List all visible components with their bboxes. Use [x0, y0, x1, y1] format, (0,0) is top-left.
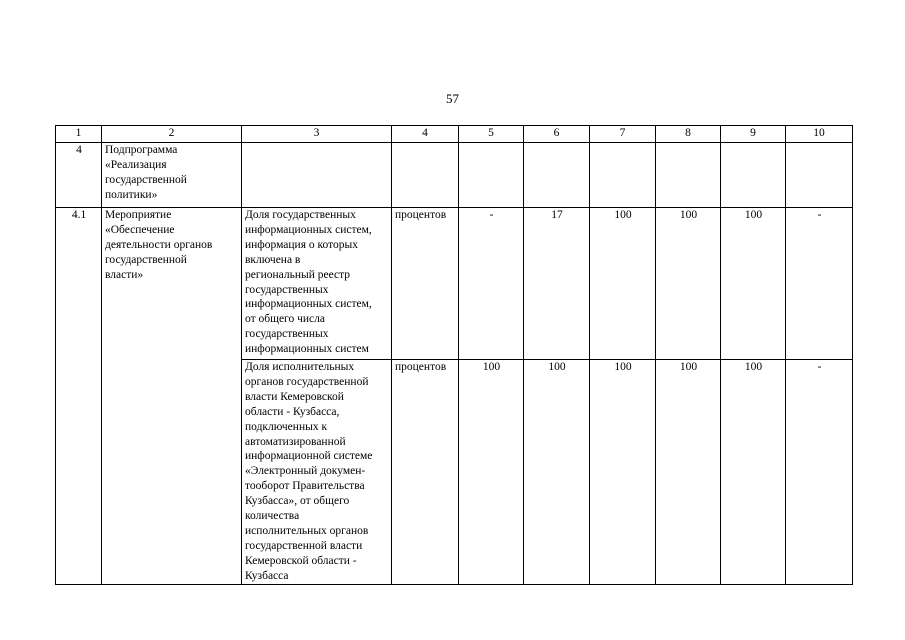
row-number-cell: 4 — [56, 143, 102, 208]
activity-name-cell: Мероприятие «Обеспечение деятельности органов государственной власти» — [102, 208, 242, 585]
indicator-cell — [242, 143, 392, 208]
column-header-6: 6 — [524, 126, 590, 143]
value-cell-9 — [721, 143, 786, 208]
value-cell-6: 100 — [524, 360, 590, 585]
column-header-8: 8 — [656, 126, 721, 143]
column-header-10: 10 — [786, 126, 853, 143]
value-cell-8: 100 — [656, 208, 721, 360]
column-header-2: 2 — [102, 126, 242, 143]
value-cell-10: - — [786, 360, 853, 585]
table-row — [56, 208, 853, 360]
value-cell-5 — [459, 143, 524, 208]
table-row — [56, 143, 853, 208]
subprogram-name-cell: Подпрограмма «Реализация государственной политики» — [102, 143, 242, 208]
column-header-1: 1 — [56, 126, 102, 143]
unit-cell: процентов — [392, 360, 459, 585]
value-cell-5: 100 — [459, 360, 524, 585]
row-number-cell: 4.1 — [56, 208, 102, 585]
value-cell-8: 100 — [656, 360, 721, 585]
value-cell-8 — [656, 143, 721, 208]
indicators-table — [55, 125, 853, 585]
indicator-cell: Доля государственных информационных систем, информация о которых включена в региональный реестр государственных информационных систем, от общего числа государственных информационных систем — [242, 208, 392, 360]
value-cell-9: 100 — [721, 208, 786, 360]
value-cell-9: 100 — [721, 360, 786, 585]
column-header-5: 5 — [459, 126, 524, 143]
unit-cell: процентов — [392, 208, 459, 360]
value-cell-10: - — [786, 208, 853, 360]
value-cell-5: - — [459, 208, 524, 360]
indicator-cell: Доля исполнительных органов государственной власти Кемеровской области - Кузбасса, подключенных к автоматизированной информационной системе «Электронный докумен- тооборот Правительства Кузбасса», от общего количества исполнительных органов государственной власти Кемеровской области - Кузбасса — [242, 360, 392, 585]
column-header-4: 4 — [392, 126, 459, 143]
value-cell-7: 100 — [590, 360, 656, 585]
value-cell-7: 100 — [590, 208, 656, 360]
value-cell-10 — [786, 143, 853, 208]
value-cell-6: 17 — [524, 208, 590, 360]
value-cell-7 — [590, 143, 656, 208]
column-number-row — [56, 126, 853, 143]
unit-cell — [392, 143, 459, 208]
page-number: 57 — [446, 91, 459, 106]
column-header-3: 3 — [242, 126, 392, 143]
value-cell-6 — [524, 143, 590, 208]
column-header-7: 7 — [590, 126, 656, 143]
column-header-9: 9 — [721, 126, 786, 143]
